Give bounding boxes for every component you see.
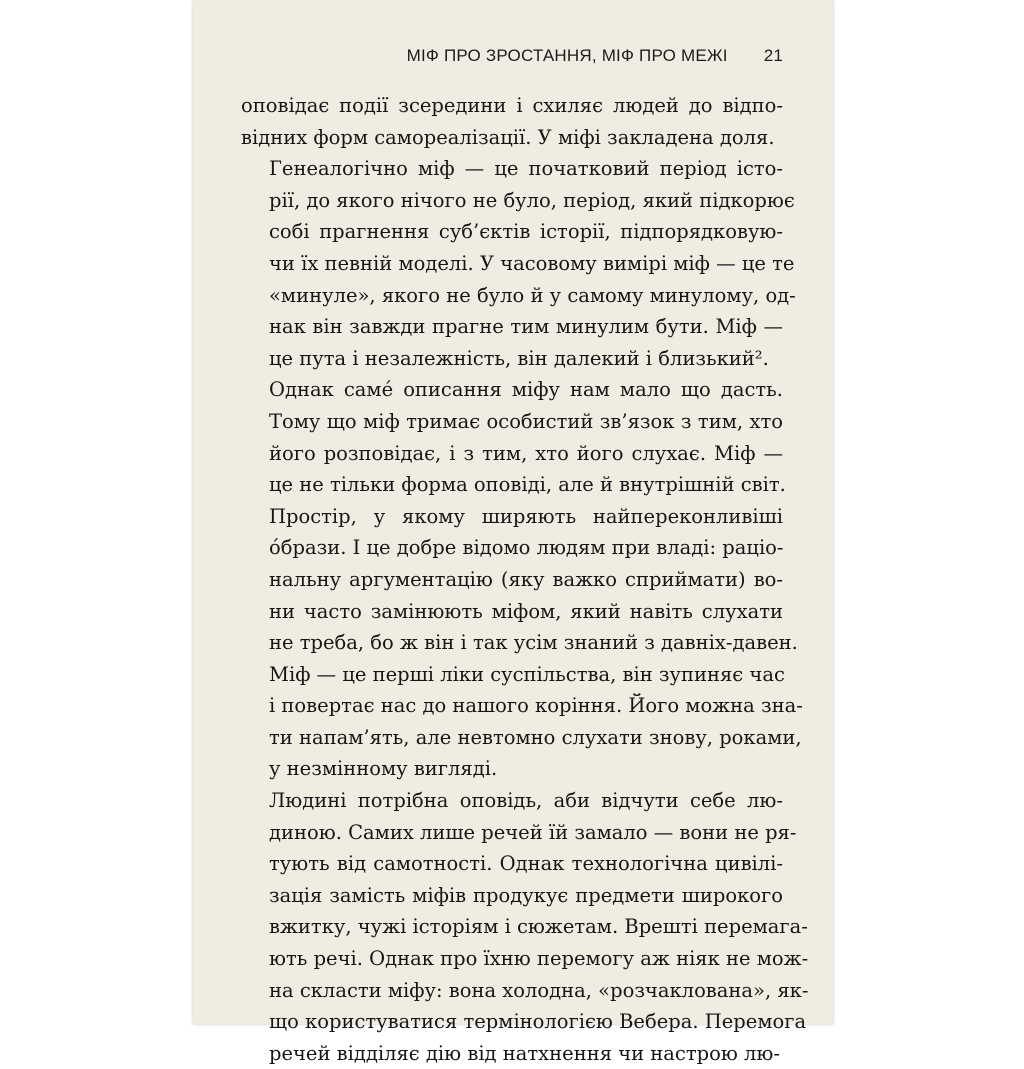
text-line: Простір, у якому ширяють найпереконливіші [269,504,783,528]
page-number: 21 [763,46,783,65]
text-line: і повертає нас до нашого коріння. Його можна зна- [269,694,803,718]
text-line: чи їх певній моделі. У часовому вимірі міф — це те [269,251,795,275]
text-line: Тому що міф тримає особистий зв’язок з тим, хто [269,409,783,433]
text-line: це не тільки форма оповіді, але й внутрішній світ. [269,473,786,497]
text-line: не треба, бо ж він і так усім знаний з давніх-давен. [269,631,798,655]
text-line: Міф — це перші ліки суспільства, він зупиняє час [269,662,785,686]
running-head [241,46,783,74]
text-line: нальну аргументацію (яку важко сприймати) во- [269,567,783,591]
text-line: Однак самé описання міфу нам мало що дасть. [269,378,783,402]
text-line: тують від самотності. Однак технологічна цивілі- [269,852,783,876]
text-line: диною. Самих лише речей їй замало — вони не ря- [269,820,797,844]
body-text [241,90,809,1069]
text-line: відних форм самореалізації. У міфі закладена доля. [241,125,775,149]
text-line: нак він завжди прагне тим минулим бути. Міф — [269,315,783,339]
text-line: ють речі. Однак про їхню перемогу аж ніяк не мож- [269,947,809,971]
running-title: МІФ ПРО ЗРОСТАННЯ, МІФ ПРО МЕЖІ [406,46,728,65]
text-line: ти напам’ять, але невтомно слухати знову, роками, [269,725,802,749]
text-line: оповідає події зсередини і схиляє людей до відпо- [241,94,783,117]
text-line: рії, до якого нічого не було, період, який підкорює [269,188,795,212]
text-line: зація замість міфів продукує предмети широкого [269,883,783,907]
text-line: óбрази. І це добре відомо людям при владі: раціо- [269,536,784,560]
text-line: його розповідає, і з тим, хто його слухає. Міф — [269,441,783,465]
text-line: «минуле», якого не було й у самому минулому, од- [269,283,796,307]
text-line: Генеалогічно міф — це початковий період істо- [269,157,783,181]
text-line: на скласти міфу: вона холодна, «розчаклована», як- [269,978,809,1002]
paragraph [241,153,796,374]
text-line: у незмінному вигляді. [269,757,498,781]
text-line: собі прагнення суб’єктів історії, підпорядковую- [269,220,783,244]
book-page [193,0,833,1065]
text-line: ни часто замінюють міфом, який навіть слухати [269,599,783,623]
text-line: речей відділяє дію від натхнення чи настрою лю- [269,1041,780,1065]
text-line: це пута і незалежність, він далекий і близький². [269,346,769,370]
paragraph [241,90,783,153]
text-line: Людині потрібна оповідь, аби відчути себе лю- [269,789,783,813]
text-line: вжитку, чужі історіям і сюжетам. Врешті перемага- [269,915,808,939]
paragraph [241,785,809,1069]
text-line: що користуватися термінологією Вебера. Перемога [269,1010,807,1034]
paragraph [241,374,803,785]
